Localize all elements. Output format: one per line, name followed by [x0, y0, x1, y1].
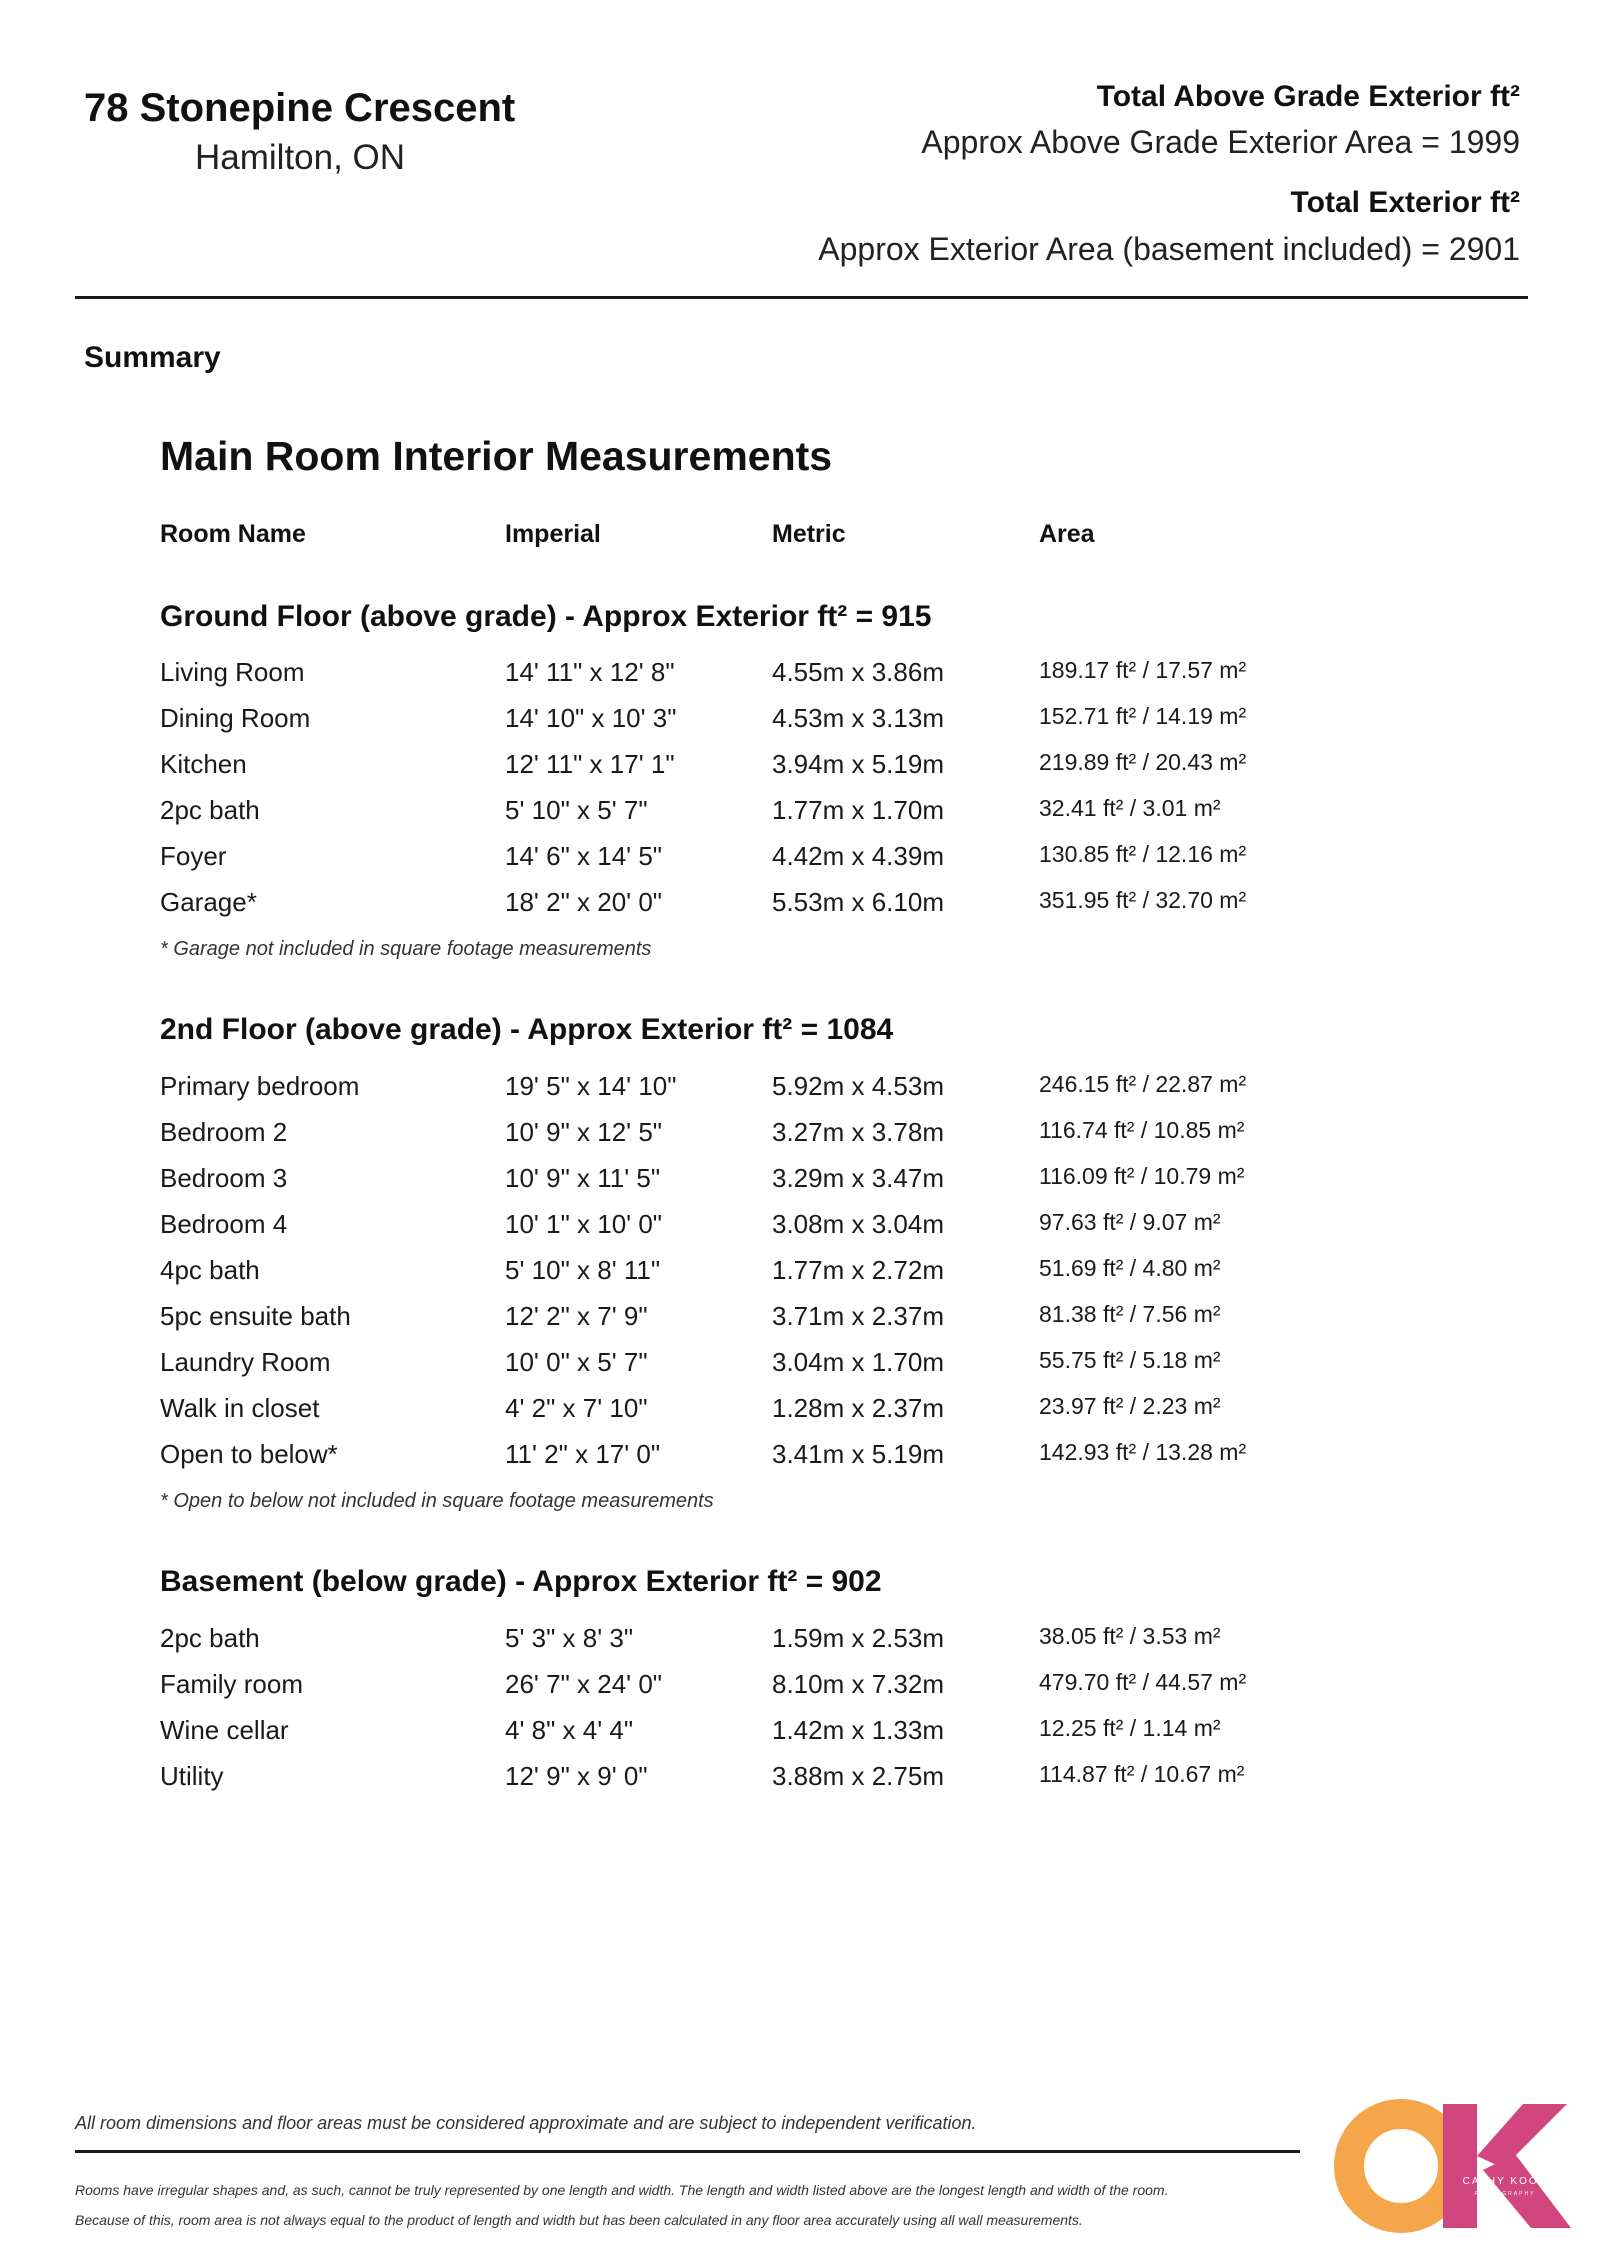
- room-area: 114.87 ft² / 10.67 m²: [1039, 1761, 1245, 1787]
- room-imperial: 26' 7" x 24' 0": [505, 1669, 663, 1699]
- total-exterior-title: Total Exterior ft²: [1290, 186, 1520, 219]
- room-name: 2pc bath: [160, 795, 260, 825]
- table-row: [160, 1669, 1360, 1715]
- room-metric: 3.04m x 1.70m: [772, 1347, 944, 1377]
- column-header-metric: Metric: [772, 520, 846, 548]
- room-imperial: 10' 9" x 12' 5": [505, 1117, 663, 1147]
- room-metric: 4.42m x 4.39m: [772, 841, 944, 871]
- ok-logo-mark: [1333, 2098, 1573, 2233]
- property-city: Hamilton, ON: [195, 138, 406, 177]
- table-row: [160, 1209, 1360, 1255]
- room-area: 116.09 ft² / 10.79 m²: [1039, 1163, 1245, 1189]
- room-imperial: 10' 9" x 11' 5": [505, 1163, 661, 1193]
- room-name: Bedroom 3: [160, 1163, 288, 1193]
- room-metric: 3.94m x 5.19m: [772, 749, 944, 779]
- room-imperial: 5' 3" x 8' 3": [505, 1623, 634, 1653]
- room-name: Open to below*: [160, 1439, 338, 1469]
- room-name: Bedroom 2: [160, 1117, 288, 1147]
- room-metric: 1.42m x 1.33m: [772, 1715, 944, 1745]
- room-metric: 1.59m x 2.53m: [772, 1623, 944, 1653]
- garage-note: * Garage not included in square footage measurements: [160, 938, 652, 960]
- logo-text-top: CATHY KOOP: [1462, 2176, 1548, 2187]
- footer-divider: [75, 2150, 1300, 2153]
- room-imperial: 11' 2" x 17' 0": [505, 1439, 661, 1469]
- table-row: [160, 703, 1360, 749]
- room-imperial: 4' 8" x 4' 4": [505, 1715, 634, 1745]
- room-area: 351.95 ft² / 32.70 m²: [1039, 887, 1247, 913]
- column-header-area: Area: [1039, 520, 1095, 548]
- room-imperial: 14' 11" x 12' 8": [505, 657, 675, 687]
- logo-k-stem: [1443, 2104, 1477, 2228]
- table-row: [160, 749, 1360, 795]
- room-metric: 1.28m x 2.37m: [772, 1393, 944, 1423]
- room-area: 32.41 ft² / 3.01 m²: [1039, 795, 1221, 821]
- table-row: [160, 1439, 1360, 1485]
- cathy-koop-logo: [1333, 2098, 1573, 2233]
- room-imperial: 12' 11" x 17' 1": [505, 749, 675, 779]
- table-row: [160, 1715, 1360, 1761]
- room-imperial: 12' 9" x 9' 0": [505, 1761, 648, 1791]
- table-row: [160, 1255, 1360, 1301]
- summary-label: Summary: [84, 341, 221, 374]
- table-row: [160, 1117, 1360, 1163]
- property-address: 78 Stonepine Crescent: [84, 86, 516, 130]
- room-name: 5pc ensuite bath: [160, 1301, 351, 1331]
- room-imperial: 18' 2" x 20' 0": [505, 887, 663, 917]
- table-row: [160, 841, 1360, 887]
- room-imperial: 10' 0" x 5' 7": [505, 1347, 648, 1377]
- room-name: Garage*: [160, 887, 257, 917]
- room-area: 116.74 ft² / 10.85 m²: [1039, 1117, 1245, 1143]
- footer-note-line-1: Rooms have irregular shapes and, as such, cannot be truly represented by one length and width. The length and width listed above are the longest length and width of the room.: [75, 2182, 1169, 2198]
- room-name: Living Room: [160, 657, 305, 687]
- main-title: Main Room Interior Measurements: [160, 433, 833, 479]
- room-metric: 4.53m x 3.13m: [772, 703, 944, 733]
- room-metric: 4.55m x 3.86m: [772, 657, 944, 687]
- table-row: [160, 1623, 1360, 1669]
- column-header-imperial: Imperial: [505, 520, 601, 548]
- room-area: 130.85 ft² / 12.16 m²: [1039, 841, 1247, 867]
- table-row: [160, 795, 1360, 841]
- room-area: 152.71 ft² / 14.19 m²: [1039, 703, 1247, 729]
- table-row: [160, 1163, 1360, 1209]
- above-grade-value: Approx Above Grade Exterior Area = 1999: [921, 124, 1520, 160]
- room-area: 23.97 ft² / 2.23 m²: [1039, 1393, 1221, 1419]
- room-area: 246.15 ft² / 22.87 m²: [1039, 1071, 1247, 1097]
- above-grade-title: Total Above Grade Exterior ft²: [1096, 80, 1520, 113]
- header-divider: [75, 296, 1528, 299]
- room-metric: 3.71m x 2.37m: [772, 1301, 944, 1331]
- room-metric: 3.41m x 5.19m: [772, 1439, 944, 1469]
- room-name: Family room: [160, 1669, 304, 1699]
- table-row: [160, 1393, 1360, 1439]
- logo-k-arm: [1477, 2104, 1567, 2168]
- room-imperial: 19' 5" x 14' 10": [505, 1071, 677, 1101]
- room-name: Utility: [160, 1761, 224, 1791]
- room-name: Laundry Room: [160, 1347, 331, 1377]
- table-row: [160, 1761, 1360, 1807]
- room-name: Dining Room: [160, 703, 311, 733]
- table-row: [160, 887, 1360, 933]
- room-metric: 8.10m x 7.32m: [772, 1669, 944, 1699]
- table-row: [160, 1071, 1360, 1117]
- room-area: 81.38 ft² / 7.56 m²: [1039, 1301, 1221, 1327]
- room-metric: 1.77m x 2.72m: [772, 1255, 944, 1285]
- room-name: Foyer: [160, 841, 227, 871]
- room-name: Kitchen: [160, 749, 247, 779]
- room-area: 97.63 ft² / 9.07 m²: [1039, 1209, 1221, 1235]
- room-imperial: 5' 10" x 8' 11": [505, 1255, 661, 1285]
- room-imperial: 5' 10" x 5' 7": [505, 795, 648, 825]
- logo-text-bottom: PHOTOGRAPHY: [1474, 2191, 1536, 2197]
- table-row: [160, 1301, 1360, 1347]
- room-imperial: 14' 6" x 14' 5": [505, 841, 663, 871]
- room-metric: 3.27m x 3.78m: [772, 1117, 944, 1147]
- room-area: 12.25 ft² / 1.14 m²: [1039, 1715, 1221, 1741]
- section-title-second-floor: 2nd Floor (above grade) - Approx Exterior ft² = 1084: [160, 1013, 894, 1046]
- room-metric: 1.77m x 1.70m: [772, 795, 944, 825]
- room-area: 55.75 ft² / 5.18 m²: [1039, 1347, 1221, 1373]
- room-area: 142.93 ft² / 13.28 m²: [1039, 1439, 1247, 1465]
- total-exterior-value: Approx Exterior Area (basement included) = 2901: [818, 231, 1520, 267]
- room-area: 479.70 ft² / 44.57 m²: [1039, 1669, 1247, 1695]
- room-metric: 5.92m x 4.53m: [772, 1071, 944, 1101]
- room-area: 51.69 ft² / 4.80 m²: [1039, 1255, 1221, 1281]
- room-imperial: 10' 1" x 10' 0": [505, 1209, 663, 1239]
- room-metric: 3.08m x 3.04m: [772, 1209, 944, 1239]
- room-name: 4pc bath: [160, 1255, 260, 1285]
- room-name: Primary bedroom: [160, 1071, 360, 1101]
- open-to-below-note: * Open to below not included in square footage measurements: [160, 1490, 714, 1512]
- room-imperial: 4' 2" x 7' 10": [505, 1393, 648, 1423]
- room-metric: 3.88m x 2.75m: [772, 1761, 944, 1791]
- room-imperial: 14' 10" x 10' 3": [505, 703, 677, 733]
- room-name: Walk in closet: [160, 1393, 320, 1423]
- section-title-basement: Basement (below grade) - Approx Exterior ft² = 902: [160, 1565, 882, 1598]
- room-name: Wine cellar: [160, 1715, 289, 1745]
- room-name: Bedroom 4: [160, 1209, 288, 1239]
- room-imperial: 12' 2" x 7' 9": [505, 1301, 648, 1331]
- room-name: 2pc bath: [160, 1623, 260, 1653]
- table-row: [160, 657, 1360, 703]
- room-area: 38.05 ft² / 3.53 m²: [1039, 1623, 1221, 1649]
- column-header-room-name: Room Name: [160, 520, 306, 548]
- footer-disclaimer: All room dimensions and floor areas must be considered approximate and are subject to independent verification.: [75, 2113, 977, 2133]
- footer-note-line-2: Because of this, room area is not always equal to the product of length and width but has been calculated in any floor area accurately using all wall measurements.: [75, 2212, 1083, 2228]
- section-title-ground-floor: Ground Floor (above grade) - Approx Exterior ft² = 915: [160, 600, 932, 633]
- room-area: 219.89 ft² / 20.43 m²: [1039, 749, 1247, 775]
- room-metric: 5.53m x 6.10m: [772, 887, 944, 917]
- room-metric: 3.29m x 3.47m: [772, 1163, 944, 1193]
- logo-o-ring: [1349, 2114, 1453, 2218]
- room-area: 189.17 ft² / 17.57 m²: [1039, 657, 1247, 683]
- table-row: [160, 1347, 1360, 1393]
